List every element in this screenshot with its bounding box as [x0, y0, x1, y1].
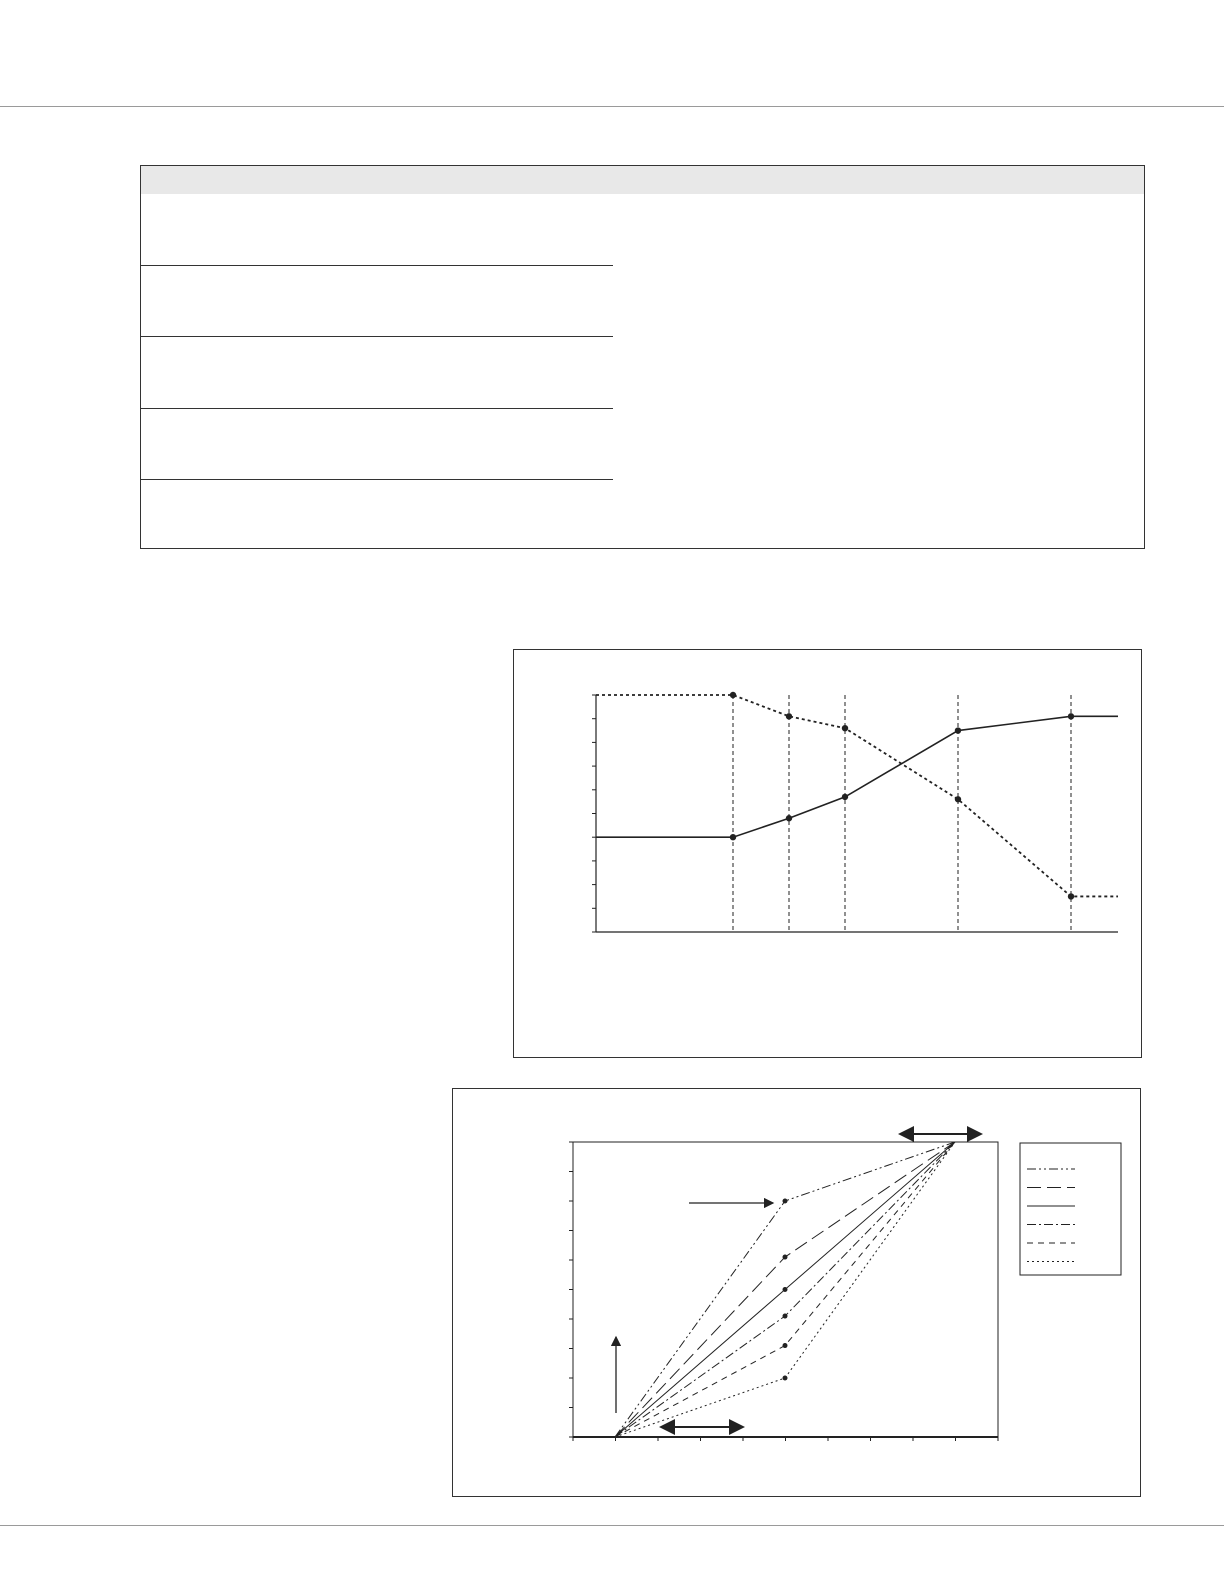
table-row-divider	[141, 479, 613, 480]
data-point	[783, 1287, 788, 1292]
data-point	[783, 1199, 788, 1204]
data-point	[783, 1314, 788, 1319]
data-point	[842, 794, 848, 800]
legend-box	[1020, 1143, 1121, 1275]
data-point	[1068, 713, 1074, 719]
table-row-divider	[141, 408, 613, 409]
table-header-band	[141, 166, 1144, 194]
data-point	[1068, 893, 1074, 899]
data-point	[955, 727, 961, 733]
figure-1-frame	[513, 649, 1142, 1058]
series-line-solid	[596, 716, 1118, 837]
line-chart-2	[453, 1089, 1140, 1496]
series-line-dotted	[596, 695, 1118, 896]
table-row-divider	[141, 265, 613, 266]
data-point	[783, 1255, 788, 1260]
table-frame	[140, 165, 1145, 549]
data-point	[730, 692, 736, 698]
data-point	[783, 1343, 788, 1348]
data-point	[786, 815, 792, 821]
line-chart-1	[514, 650, 1141, 1057]
data-point	[783, 1376, 788, 1381]
data-point	[730, 834, 736, 840]
header-rule	[0, 106, 1224, 107]
data-point	[786, 713, 792, 719]
table-row-divider	[141, 336, 613, 337]
footer-rule	[0, 1525, 1224, 1526]
data-point	[842, 725, 848, 731]
data-point	[955, 796, 961, 802]
figure-2-frame	[452, 1088, 1141, 1497]
